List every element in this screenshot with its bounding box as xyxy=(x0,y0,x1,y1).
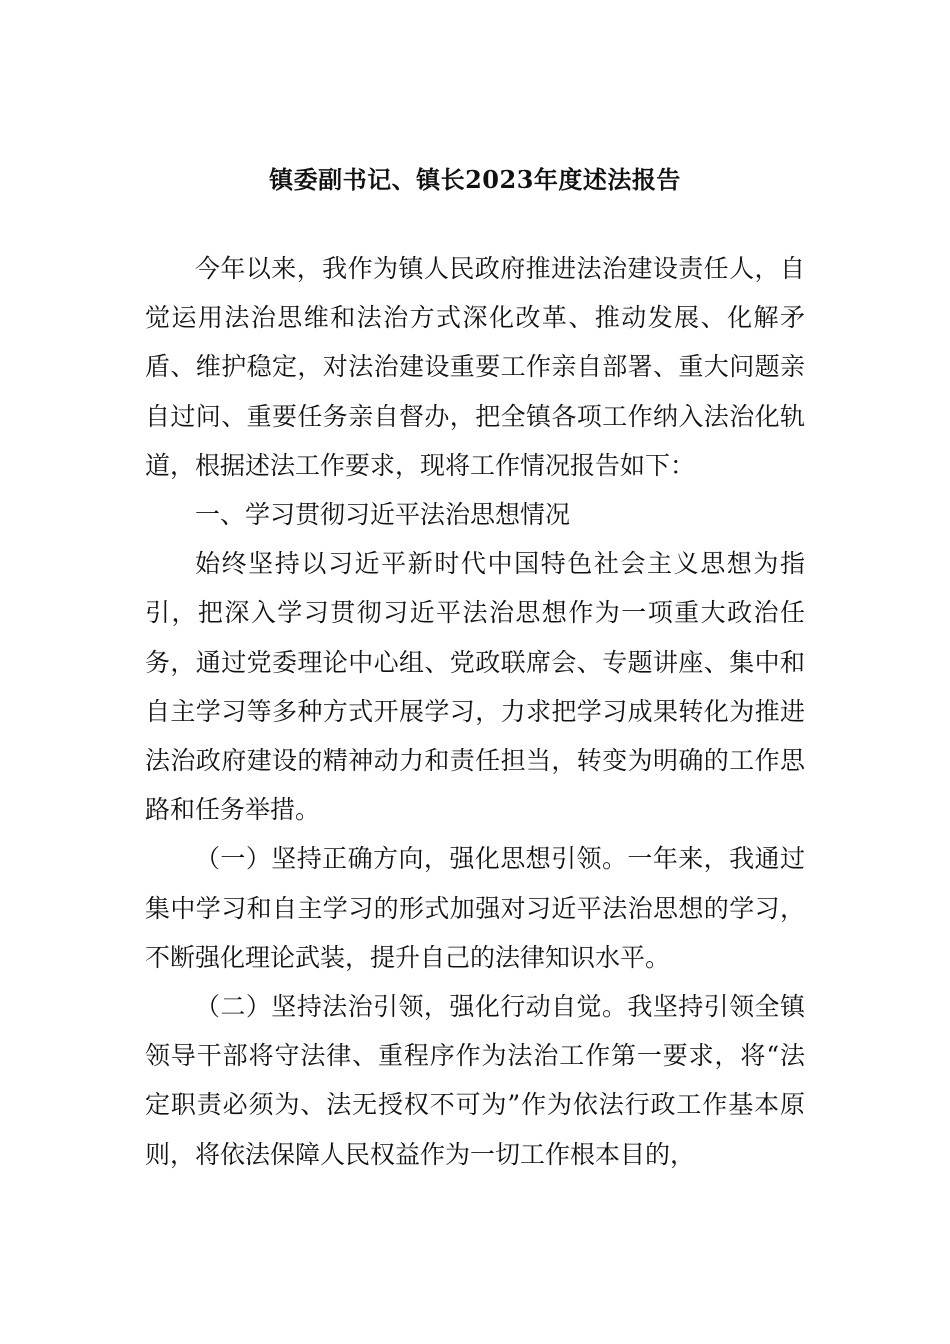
document-body xyxy=(145,244,805,1179)
subsection-2-paragraph: （二）坚持法治引领，强化行动自觉。我坚持引领全镇领导干部将守法律、重程序作为法治工作第一要求，将“法定职责必须为、法无授权不可为”作为依法行政工作基本原则，将依法保障人民权益作为一切工作根本目的， xyxy=(145,992,805,1169)
subsection-1-paragraph: （一）坚持正确方向，强化思想引领。一年来，我通过集中学习和自主学习的形式加强对习近平法治思想的学习，不断强化理论武装，提升自己的法律知识水平。 xyxy=(145,844,805,972)
intro-paragraph: 今年以来，我作为镇人民政府推进法治建设责任人，自觉运用法治思维和法治方式深化改革、推动发展、化解矛盾、维护稳定，对法治建设重要工作亲自部署、重大问题亲自过问、重要任务亲自督办，把全镇各项工作纳入法治化轨道，根据述法工作要求，现将工作情况报告如下： xyxy=(145,254,805,480)
document-title: 镇委副书记、镇长2023年度述法报告 xyxy=(269,165,681,194)
section-1-paragraph: 始终坚持以习近平新时代中国特色社会主义思想为指引，把深入学习贯彻习近平法治思想作为一项重大政治任务，通过党委理论中心组、党政联席会、专题讲座、集中和自主学习等多种方式开展学习，力求把学习成果转化为推进法治政府建设的精神动力和责任担当，转变为明确的工作思路和任务举措。 xyxy=(145,549,805,825)
section-heading-1: 一、学习贯彻习近平法治思想情况 xyxy=(195,500,571,530)
